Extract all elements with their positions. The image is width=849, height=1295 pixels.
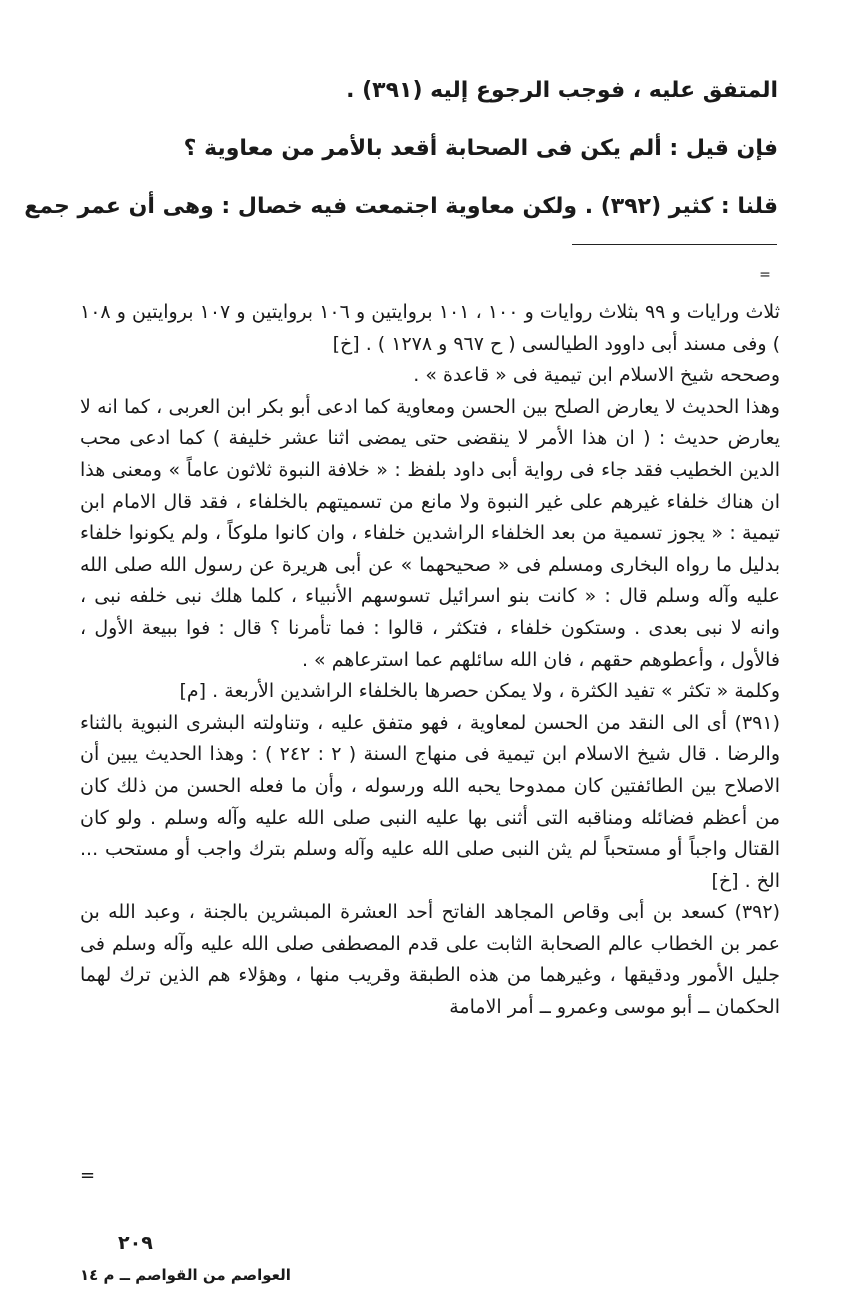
footnote-continues-mark: =	[80, 1165, 96, 1186]
footnote-paragraph: وصححه شيخ الاسلام ابن تيمية فى « قاعدة » .	[413, 364, 780, 387]
continuation-mark: =	[759, 267, 771, 283]
main-text-line: قلنا : كثير (٣٩٢) . ولكن معاوية اجتمعت فيه خصال : وهى أن عمر جمع	[24, 194, 778, 219]
footnote-paragraph: ثلاث ورايات و ٩٩ بثلاث روايات و ١٠٠ ، ١٠١ بروايتين و ١٠٦ بروايتين و ١٠٧ بروايتين و ١٠٨ ) وفى مسند أبى داوود الطيالسى ( ح ٩٦٧ و ١٢٧٨ ) . [خ]	[80, 301, 780, 355]
footnote-391: (٣٩١) أى الى النقد من الحسن لمعاوية ، فهو متفق عليه ، وتناولته البشرى النبوية بالثناء والرضا . قال شيخ الاسلام ابن تيمية فى منهاج السنة ( ٢ : ٢٤٢ ) : وهذا الحديث يبين أن الاصلاح بين الطائفتين كان ممدوحا يحبه الله ورسوله ، وأن ما فعله الحسن من ذلك كان من أعظم فضائله ومناقبه التى أثنى بها عليه النبى صلى الله عليه وآله وسلم . ولو كان القتال واجباً أو مستحباً لم يثن النبى صلى الله عليه وآله وسلم بترك واجب أو مستحب ... الخ . [خ]	[80, 711, 780, 892]
main-text-line: المتفق عليه ، فوجب الرجوع إليه (٣٩١) .	[346, 78, 778, 103]
footnote-392: (٣٩٢) كسعد بن أبى وقاص المجاهد الفاتح أحد العشرة المبشرين بالجنة ، وعبد الله بن عمر بن الخطاب عالم الصحابة الثابت على قدم المصطفى صلى الله عليه وآله وسلم فى جليل الأمور ودقيقها ، وغيرهما من هذه الطبقة وقريب منها ، وهؤلاء هم الذين ترك لهما الحكمان ــ أبو موسى وعمرو ــ أمر الامامة	[80, 901, 780, 1019]
footnote-separator	[572, 244, 777, 245]
main-text-line: فإن قيل : ألم يكن فى الصحابة أقعد بالأمر من معاوية ؟	[183, 136, 778, 161]
main-text	[24, 62, 778, 236]
footnotes	[80, 297, 780, 1024]
book-signature: العواصم من القواصم ــ م ١٤	[80, 1266, 291, 1284]
footnote-paragraph: وكلمة « تكثر » تفيد الكثرة ، ولا يمكن حصرها بالخلفاء الراشدين الأربعة . [م]	[179, 680, 780, 703]
footnote-paragraph: وهذا الحديث لا يعارض الصلح بين الحسن ومعاوية كما ادعى أبو بكر ابن العربى ، كما انه لا يعارض حديث : ( ان هذا الأمر لا ينقضى حتى يمضى اثنا عشر خليفة ) كما ادعى محب الدين الخطيب فقد جاء فى رواية أبى داود بلفظ : « خلافة النبوة ثلاثون عاماً » ومعنى هذا ان هناك خلفاء غيرهم على غير النبوة ولا مانع من تسميتهم بالخلفاء ، فقد قال الامام ابن تيمية : « يجوز تسمية من بعد الخلفاء الراشدين خلفاء ، وان كانوا ملوكاً ، ولم يكونوا خلفاء بدليل ما رواه البخارى ومسلم فى « صحيحهما » عن أبى هريرة عن رسول الله صلى الله عليه وآله وسلم قال : « كانت بنو اسرائيل تسوسهم الأنبياء ، كلما هلك نبى خلفه نبى ، وانه لا نبى بعدى . وستكون خلفاء ، فتكثر ، قالوا : فما تأمرنا ؟ قال : فوا ببيعة الأول ، فالأول ، وأعطوهم حقهم ، فان الله سائلهم عما استرعاهم » .	[80, 395, 780, 671]
page-number: ٢٠٩	[118, 1232, 153, 1254]
